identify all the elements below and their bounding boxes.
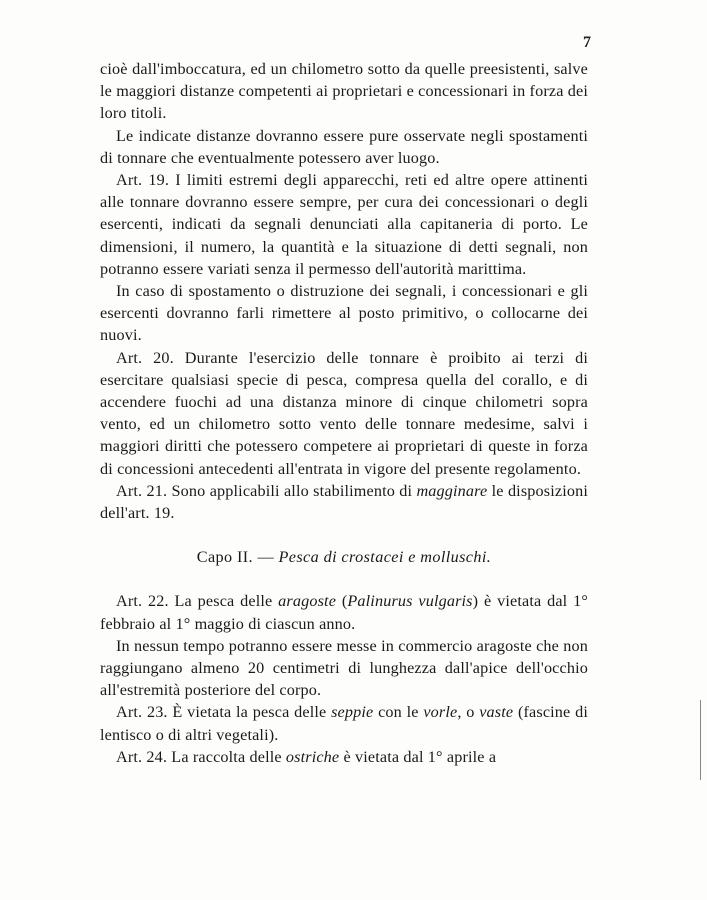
chapter-heading bbox=[100, 546, 588, 568]
paragraph-art-23 bbox=[100, 701, 588, 745]
paragraph-signal-displacement: In caso di spostamento o distruzione dei segnali, i concessionari e gli esercenti dovranno farli rimettere al posto primitivo, o collocarne dei nuovi. bbox=[100, 282, 588, 345]
art-21-text-a: Art. 21. Sono applicabili allo stabilimento di bbox=[116, 481, 417, 500]
body-text bbox=[100, 58, 588, 768]
paragraph-art-21 bbox=[100, 480, 588, 524]
paragraph-minimum-length: In nessun tempo potranno essere messe in commercio aragoste che non raggiungano almeno 20 centimetri di lunghezza dall'apice dell'occhio all'estremità posteriore del corpo. bbox=[100, 636, 588, 700]
chapter-title: Pesca di crostacei e molluschi. bbox=[278, 548, 492, 567]
art-23-text-a: Art. 23. È vietata la pesca delle bbox=[116, 703, 332, 722]
paragraph-distances: Le indicate distanze dovranno essere pure osservate negli spostamenti di tonnare che eventualmente potessero aver luogo. bbox=[100, 126, 588, 167]
art-24-text-c: è vietata dal 1° aprile a bbox=[339, 747, 497, 766]
art-21-italic: magginare bbox=[416, 481, 488, 500]
margin-scan-mark bbox=[700, 700, 701, 780]
paragraph-continuation: cioè dall'imboccatura, ed un chilometro sotto da quelle preesistenti, salve le maggiori distanze competenti ai proprietari e concessionari in forza dei loro titoli. bbox=[100, 60, 588, 123]
art-22-italic-species: Palinurus vulgaris bbox=[347, 592, 473, 611]
art-22-text-a: Art. 22. La pesca delle bbox=[116, 592, 279, 611]
art-23-italic-vorle: vorle bbox=[423, 703, 458, 722]
paragraph-art-24 bbox=[100, 746, 588, 768]
art-24-italic-ostriche: ostriche bbox=[285, 747, 340, 766]
paragraph-art-19: Art. 19. I limiti estremi degli apparecchi, reti ed altre opere attinenti alle tonnare dovranno essere sempre, per cura dei concessionari o degli esercenti, indicati da segnali denunciati alla capitaneria di porto. Le dimensioni, il numero, la quantità e la situazione di detti segnali, non potranno essere variati senza il permesso dell'autorità marittima. bbox=[100, 171, 588, 278]
art-23-italic-seppie: seppie bbox=[331, 703, 374, 722]
art-22-text-c: ( bbox=[336, 592, 348, 611]
art-23-italic-vaste: vaste bbox=[479, 703, 514, 722]
art-22-text-e: ) è vietata dal 1° febbraio al 1° maggio di ciascun anno. bbox=[100, 592, 588, 633]
art-21-text-b: le disposizioni dell'art. 19. bbox=[100, 481, 588, 523]
chapter-label: Capo II. — bbox=[196, 548, 279, 567]
paragraph-art-22 bbox=[100, 590, 588, 634]
paragraph-art-20: Art. 20. Durante l'esercizio delle tonnare è proibito ai terzi di esercitare qualsiasi specie di pesca, compresa quella del corallo, e di accendere fuochi ad una distanza minore di cinque chilometri sopra vento, ed un chilometro sotto vento delle tonnare medesime, salvi i maggiori diritti che potessero competere ai proprietari di queste in forza di concessioni antecedenti all'entrata in vigore del presente regolamento. bbox=[100, 348, 588, 478]
art-23-text-c: con le bbox=[373, 703, 424, 722]
page-number: 7 bbox=[583, 34, 591, 51]
art-23-text-e: , o bbox=[457, 703, 480, 722]
art-24-text-a: Art. 24. La raccolta delle bbox=[116, 747, 286, 766]
art-23-text-g: (fascine di lentisco o di altri vegetali). bbox=[100, 703, 588, 744]
art-22-italic-aragoste: aragoste bbox=[278, 592, 337, 611]
